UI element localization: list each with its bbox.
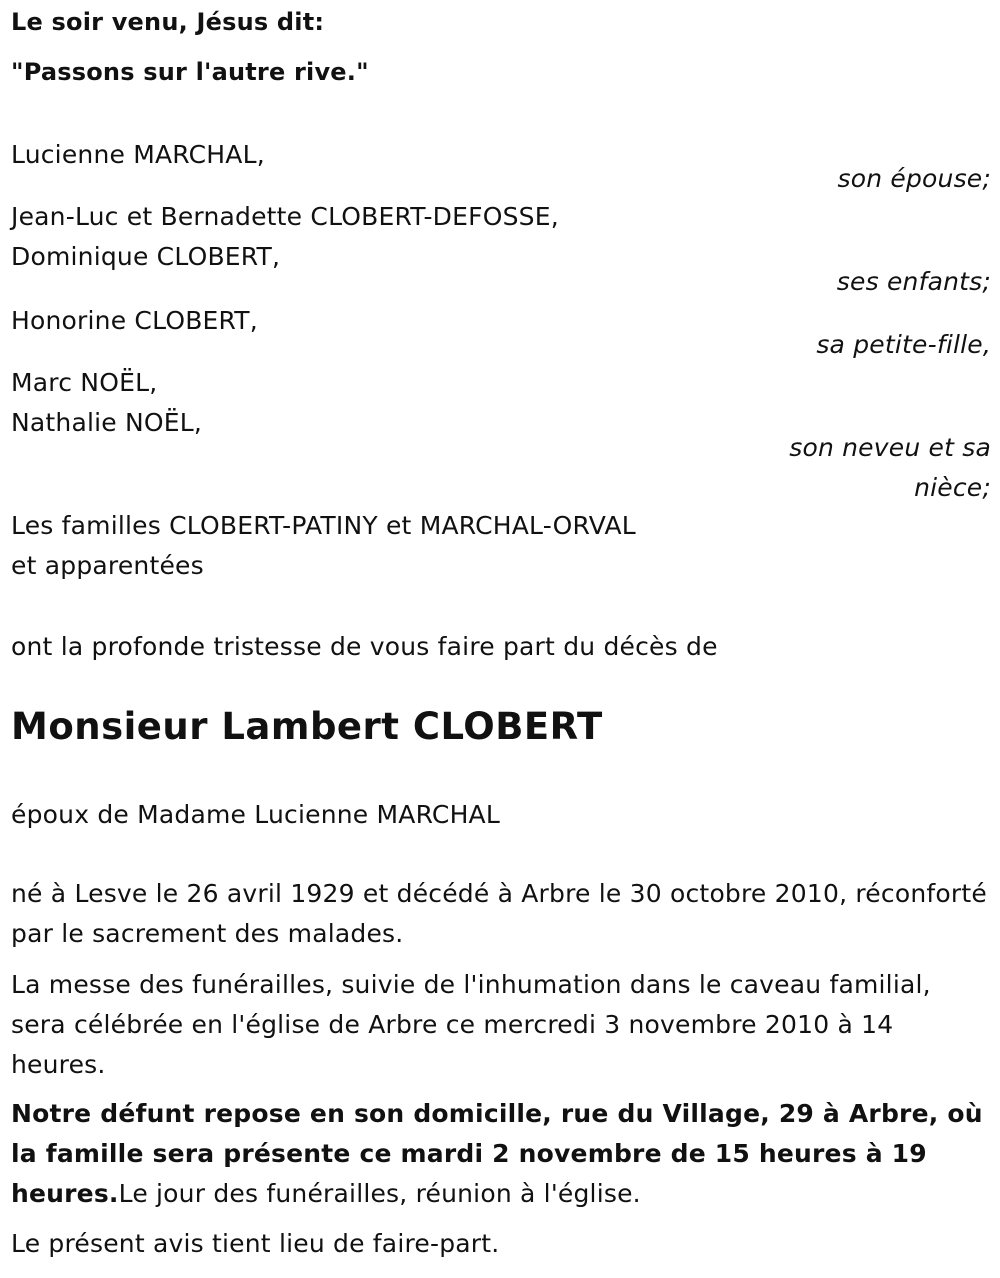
nephew-role-line-2: nièce; [914, 473, 991, 502]
deceased-name: Monsieur Lambert CLOBERT [11, 705, 603, 748]
families-line-1: Les familles CLOBERT-PATINY et MARCHAL-ORVAL [11, 511, 636, 540]
granddaughter-role: sa petite-fille, [816, 330, 991, 359]
birth-death-details: né à Lesve le 26 avril 1929 et décédé à Arbre le 30 octobre 2010, réconforté par le sacrement des malades. [11, 879, 987, 948]
epigraph-line-1: Le soir venu, Jésus dit: [11, 8, 325, 36]
epigraph-line-2: "Passons sur l'autre rive." [11, 58, 369, 86]
nephew-line-2: Nathalie NOËL, [11, 408, 203, 437]
visitation-rest-text: Le jour des funérailles, réunion à l'église. [118, 1179, 641, 1208]
spouse-name: Lucienne MARCHAL, [11, 140, 265, 169]
nephew-line-1: Marc NOËL, [11, 368, 158, 397]
funeral-details: La messe des funérailles, suivie de l'inhumation dans le caveau familial, sera célébrée en l'église de Arbre ce mercredi 3 novembre 2010 à 14 heures. [11, 970, 931, 1079]
children-line-2: Dominique CLOBERT, [11, 242, 281, 271]
visitation-bold-text: Notre défunt repose en son domicille, rue du Village, 29 à Arbre, où la famille sera présente ce mardi 2 novembre de 15 heures à 19 heures. [11, 1099, 983, 1208]
deceased-spouse-of: époux de Madame Lucienne MARCHAL [11, 800, 500, 829]
children-role: ses enfants; [836, 267, 991, 296]
spouse-role: son épouse; [837, 164, 991, 193]
visitation-details [11, 1094, 991, 1214]
granddaughter-name: Honorine CLOBERT, [11, 306, 258, 335]
announcement: ont la profonde tristesse de vous faire part du décès de [11, 632, 718, 661]
nephew-role-line-1: son neveu et sa [789, 433, 991, 462]
families-line-2: et apparentées [11, 551, 204, 580]
closing-note: Le présent avis tient lieu de faire-part. [11, 1229, 500, 1258]
children-line-1: Jean-Luc et Bernadette CLOBERT-DEFOSSE, [11, 202, 559, 231]
